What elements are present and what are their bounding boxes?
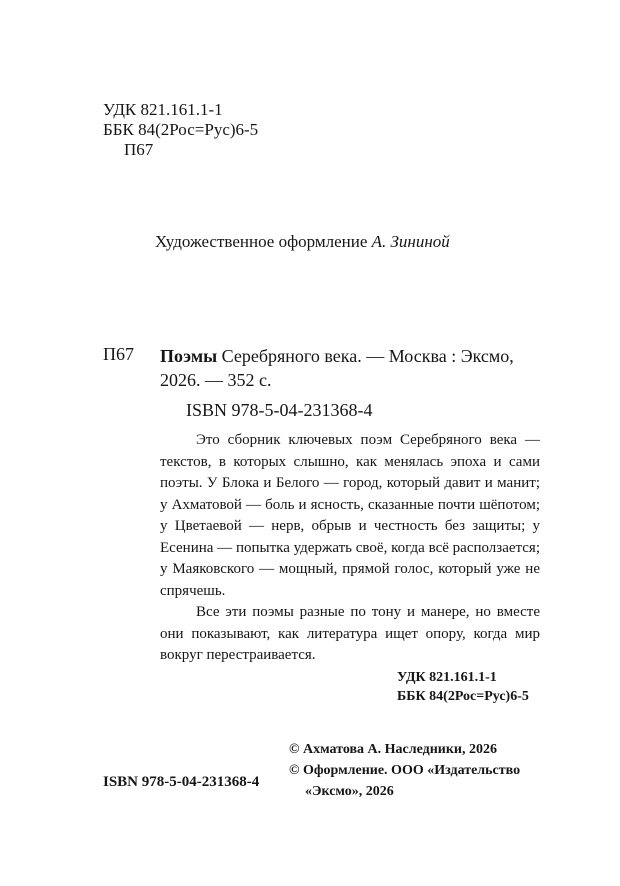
- bibliographic-index: П67: [103, 344, 134, 364]
- design-credit-prefix: Художественное оформление: [155, 232, 368, 251]
- udk-code-top: УДК 821.161.1-1: [103, 100, 223, 119]
- annotation-paragraph-2: Все эти поэмы разные по тону и манере, но вместе они показывают, как литература ищет опору, когда мир вокруг перестраивается.: [160, 604, 540, 663]
- design-credit: [155, 232, 450, 252]
- copyright-line-3: «Эксмо», 2026: [305, 784, 394, 799]
- copyright-line-2: © Оформление. ООО «Издательство: [289, 763, 521, 778]
- udk-code-bottom: УДК 821.161.1-1: [397, 670, 497, 685]
- design-credit-designer: А. Зининой: [371, 232, 450, 251]
- book-title: Поэмы: [160, 346, 218, 366]
- annotation: [160, 430, 540, 667]
- isbn-entry: ISBN 978-5-04-231368-4: [186, 400, 373, 420]
- author-mark-top: П67: [124, 140, 154, 159]
- isbn-bottom: ISBN 978-5-04-231368-4: [103, 774, 260, 790]
- bbk-code-top: ББК 84(2Рос=Рус)6-5: [103, 120, 259, 139]
- copyright-line-1: © Ахматова А. Наследники, 2026: [289, 742, 497, 757]
- bibliographic-description: Серебряного века. — Москва : Эксмо, 2026. — 352 с.: [160, 346, 514, 390]
- bbk-code-bottom: ББК 84(2Рос=Рус)6-5: [397, 689, 529, 704]
- annotation-paragraph-1: Это сборник ключевых поэм Серебряного века — текстов, в которых слышно, как менялась эпоха и сами поэты. У Блока и Белого — город, который давит и манит; у Ахматовой — боль и ясность, сказанные почти шёпотом; у Цветаевой — нерв, обрыв и честность без защиты; у Есенина — попытка удержать своё, когда всё расползается; у Маяковского — мощный, прямой голос, который уже не спрячешь.: [160, 432, 540, 599]
- bibliographic-entry: [160, 344, 540, 392]
